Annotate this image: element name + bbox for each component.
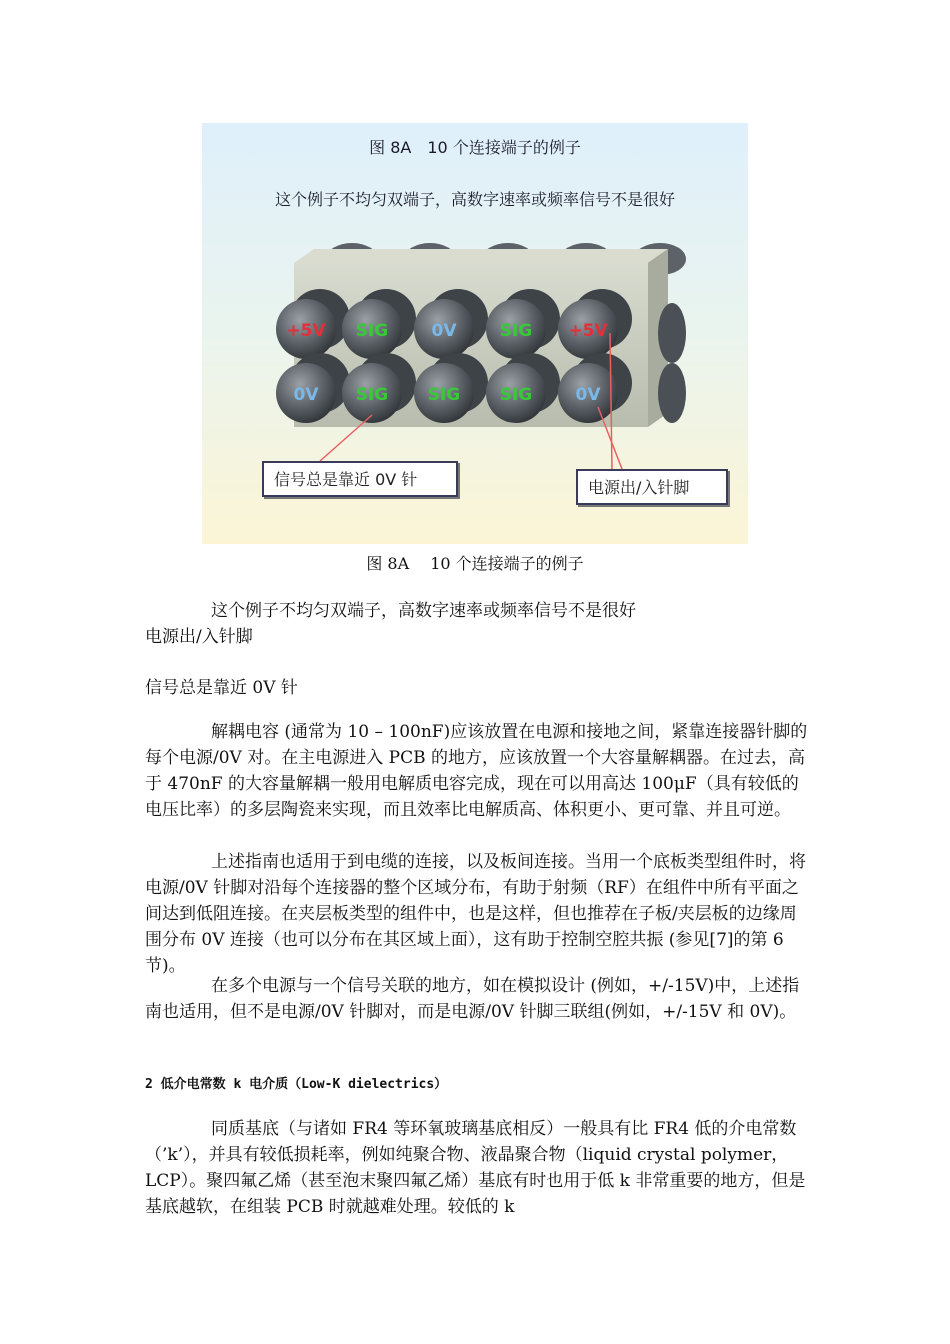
callout-power-pins: 电源出/入针脚 xyxy=(576,469,728,505)
pin-label: SIG xyxy=(427,385,461,405)
text-line-2: 电源出/入针脚 xyxy=(145,627,253,647)
paragraph-multiple-supplies: 在多个电源与一个信号关联的地方，如在模拟设计 (例如，+/-15V)中，上述指南也适用，但不是电源/0V 针脚对，而是电源/0V 针脚三联组(例如，+/-15V 和 0V)。 xyxy=(145,976,800,1022)
connector-body-top xyxy=(294,249,668,263)
pin-label: 0V xyxy=(293,385,319,405)
pin-label: SIG xyxy=(499,385,533,405)
pin-label: 0V xyxy=(575,385,601,405)
callout-signal-near-ground: 信号总是靠近 0V 针 xyxy=(262,461,458,497)
pin-label: SIG xyxy=(499,321,533,341)
pin-label: SIG xyxy=(355,321,389,341)
paragraph-low-k: 同质基底（与诸如 FR4 等环氧玻璃基底相反）一般具有比 FR4 低的介电常数（’k’），并具有较低损耗率，例如纯聚合物、液晶聚合物（liquid crystal polymer，LCP）。聚四氟乙烯（甚至泡末聚四氟乙烯）基底有时也用于低 k 非常重要的地方，但是基底越软，在组装 PCB 时就越难处理。较低的 k xyxy=(145,1119,806,1217)
paragraph-decoupling: 解耦电容 (通常为 10 – 100nF)应该放置在电源和接地之间，紧靠连接器针脚的每个电源/0V 对。在主电源进入 PCB 的地方，应该放置一个大容量解耦器。在过去，高于 470nF 的大容量解耦一般用电解质电容完成，现在可以用高达 100μF（具有较低的电压比率）的多层陶瓷来实现，而且效率比电解质高、体积更小、更可靠、并且可逆。 xyxy=(145,722,808,820)
pin-label: SIG xyxy=(355,385,389,405)
pin-array xyxy=(276,289,632,423)
pin-label: +5V xyxy=(286,321,326,341)
paragraph-cable-connections: 上述指南也适用于到电缆的连接，以及板间连接。当用一个底板类型组件时，将电源/0V 针脚对沿每个连接器的整个区域分布，有助于射频（RF）在组件中所有平面之间达到低阻连接。在夹层板类型的组件中，也是这样，但也推荐在子板/夹层板的边缘周围分布 0V 连接（也可以分布在其区域上面），这有助于控制空腔共振 (参见[7]的第 6 节)。 xyxy=(145,852,806,976)
section-heading: 2 低介电常数 k 电介质（Low-K dielectrics） xyxy=(145,1077,448,1092)
connector-figure xyxy=(202,123,748,544)
figure-title: 图 8A 10 个连接端子的例子 xyxy=(369,138,581,157)
pin-label: 0V xyxy=(431,321,457,341)
pin-label: +5V xyxy=(568,321,608,341)
figure-subtitle: 这个例子不均匀双端子，高数字速率或频率信号不是很好 xyxy=(274,190,675,209)
figure-caption: 图 8A 10 个连接端子的例子 xyxy=(366,554,584,573)
text-line-3: 信号总是靠近 0V 针 xyxy=(145,678,298,698)
text-line-1: 这个例子不均匀双端子，高数字速率或频率信号不是很好 xyxy=(211,601,636,621)
